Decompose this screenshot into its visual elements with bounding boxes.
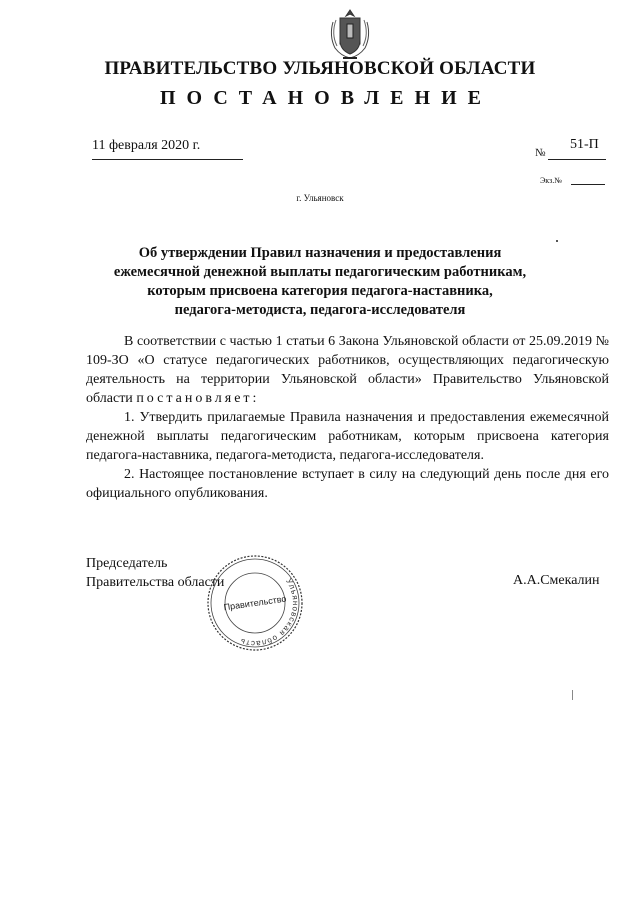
- signatory-title: [86, 554, 224, 592]
- document-body: [86, 332, 609, 503]
- title-line: которым присвоена категория педагога-наставника,: [147, 283, 493, 299]
- signatory-name: А.А.Смекалин: [513, 573, 600, 588]
- number-underline: [548, 159, 606, 160]
- copy-underline: [571, 184, 605, 185]
- government-name: ПРАВИТЕЛЬСТВО УЛЬЯНОВСКОЙ ОБЛАСТИ: [104, 58, 536, 79]
- margin-mark: [572, 690, 575, 700]
- number-sign: №: [535, 147, 546, 159]
- document-number: 51-П: [570, 137, 599, 152]
- paragraph-item-2: 2. Настоящее постановление вступает в силу на следующий день после дня его официального опубликования.: [86, 467, 609, 501]
- copy-number-label: Экз.№: [540, 176, 562, 185]
- decree-word: постановляет:: [136, 391, 260, 406]
- document-date: 11 февраля 2020 г.: [92, 138, 201, 153]
- paragraph-item-1: 1. Утвердить прилагаемые Правила назначения и предоставления ежемесячной денежной выплаты педагогическим работникам, которым присвоена категория педагога-наставника, педагога-методиста, педагога-исследователя.: [86, 410, 609, 463]
- city: г. Ульяновск: [296, 193, 344, 203]
- title-line: ежемесячной денежной выплаты педагогическим работникам,: [113, 264, 527, 280]
- coat-of-arms-icon: [327, 6, 373, 62]
- date-underline: [92, 159, 243, 160]
- stamp-center-text: Правительство: [222, 593, 288, 613]
- paragraph-preamble: [86, 332, 609, 408]
- stray-mark: [556, 240, 558, 242]
- document-type: ПОСТАНОВЛЕНИЕ: [160, 87, 492, 109]
- signatory-line-2: Правительства области: [86, 575, 225, 590]
- svg-text:Ульяновская область: [238, 577, 300, 648]
- stamp-ring-text: Ульяновская область: [238, 576, 301, 649]
- document-title: [100, 244, 540, 320]
- title-line: Об утверждении Правил назначения и предоставления: [138, 245, 502, 261]
- title-line: педагога-методиста, педагога-исследователя: [174, 302, 466, 318]
- signatory-line-1: Председатель: [86, 556, 168, 571]
- official-stamp: [205, 553, 305, 653]
- preamble-text: В соответствии с частью 1 статьи 6 Закона Ульяновской области от 25.09.2019 № 109-ЗО «О статусе педагогических работников, осуществляющих педагогическую деятельность на территории Ульяновской области» Правительство Ульяновской области: [86, 334, 609, 406]
